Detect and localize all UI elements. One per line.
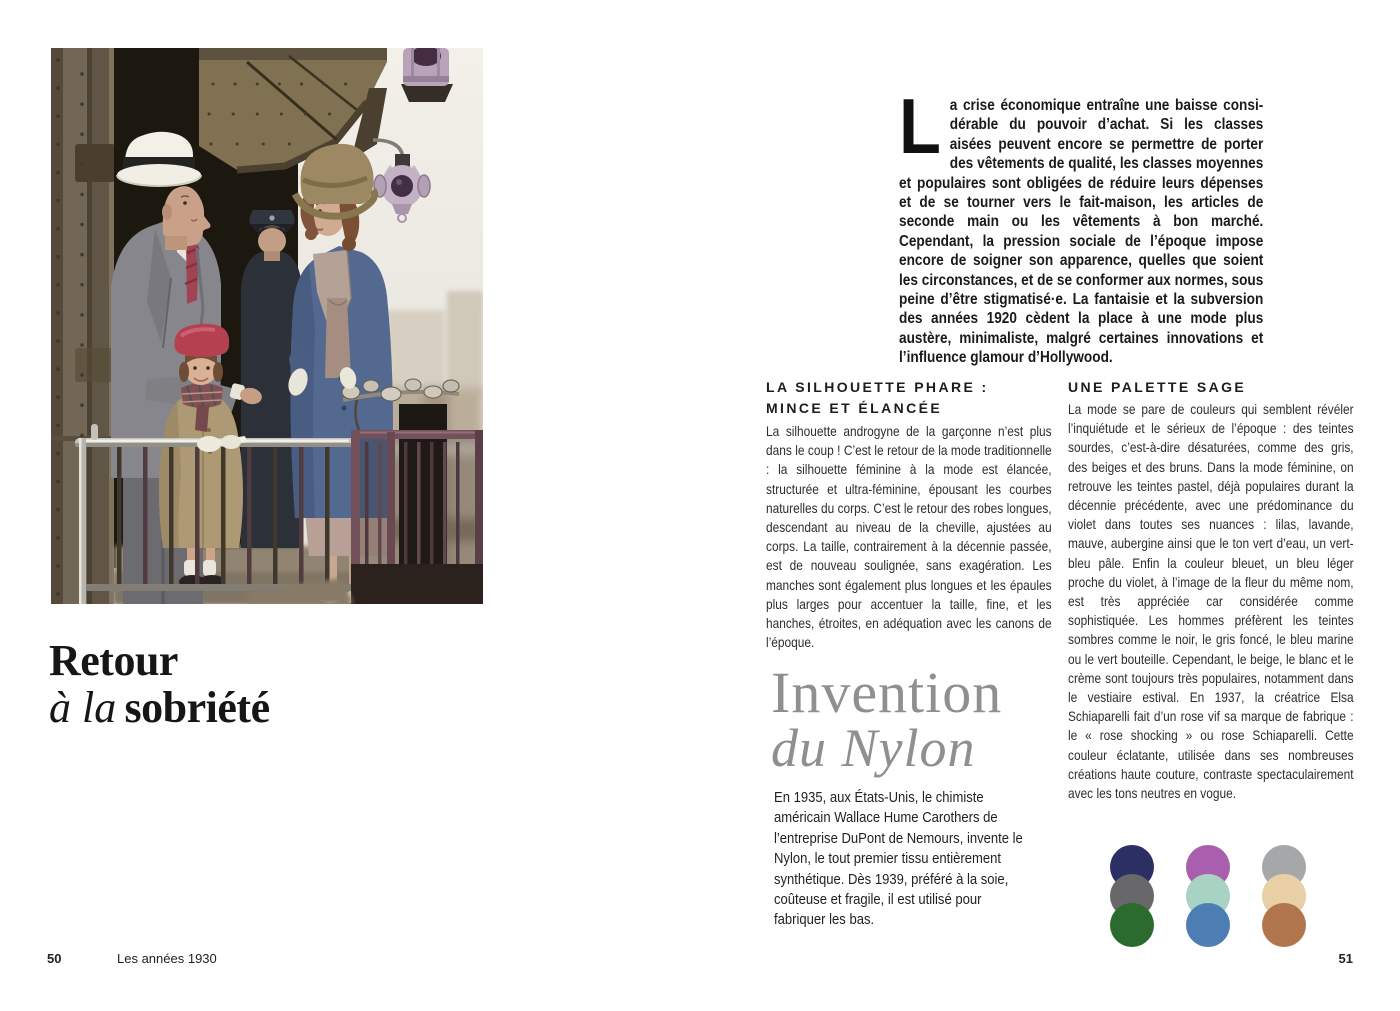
palette-heading: UNE PALETTE SAGE: [1068, 379, 1247, 395]
train-photo-illustration: [51, 48, 483, 604]
page-title: [49, 637, 270, 731]
nylon-title: [771, 660, 1003, 778]
color-swatch: [1262, 903, 1306, 947]
title-line1: Retour: [49, 636, 178, 686]
train-platform-photo: [51, 48, 483, 604]
drop-cap: L: [899, 82, 941, 170]
color-swatch: [1110, 903, 1154, 947]
swatch-column: [1262, 845, 1306, 947]
page-number-right: 51: [1338, 951, 1353, 966]
silhouette-heading: LA SILHOUETTE PHARE : MINCE ET ÉLANCÉE: [766, 379, 989, 416]
chapter-label: Les années 1930: [117, 951, 217, 966]
swatch-column: [1110, 845, 1154, 947]
title-line2-italic: à la: [49, 683, 117, 733]
color-palette-swatches: [1110, 845, 1306, 947]
intro-paragraph: [899, 82, 1264, 368]
nylon-body: En 1935, aux États-Unis, le chimiste américain Wallace Hume Carothers de l’entreprise DuPont de Nemours, invente le Nylon, le tout premier tissu entièrement synthétique. Dès 1939, préféré à la soie, coûteuse et fragile, il est utilisé pour fabriquer les bas.: [774, 790, 1023, 929]
nylon-title-line2: du Nylon: [771, 718, 976, 778]
color-swatch: [1186, 903, 1230, 947]
palette-body: La mode se pare de couleurs qui semblent révéler l’inquiétude et le sérieux de l’époque : des teintes sourdes, c’est-à-dire désaturées, comme des gris, des beiges et des bruns. Dans la mode féminine, on retrouve les teintes pastel, déjà populaires durant la décennie précédente, avec une prédominance du violet dans toutes ses nuances : lilas, lavande, mauve, aubergine ainsi que le ton vert d’eau, un vert-bleu pâle. Enfin la couleur bleuet, un bleu léger proche du violet, à l’image de la fleur du même nom, est très appréciée car considérée comme sophistiquée. Les hommes préfèrent les teintes sombres comme le noir, le gris foncé, le bleu marine ou le vert bouteille. Cependant, le beige, le blanc et le crème sont toujours très populaires, notamment dans le vestiaire estival. En 1937, la créatrice Elsa Schiaparelli fait d’un rose vif sa marque de fabrique : le « rose shocking » ou rose Schiaparelli. Cette couleur éclatante, utilisée dans ses nombreuses créations haute couture, contraste spectaculairement avec les tons neutres en vogue.: [1068, 401, 1354, 802]
title-line2-regular: sobriété: [116, 683, 270, 733]
nylon-title-line1: Invention: [771, 660, 1003, 725]
swatch-column: [1186, 845, 1230, 947]
silhouette-body: La silhouette androgyne de la garçonne n’est plus dans le coup ! C’est le retour de la mode traditionnelle : la silhouette féminine à la mode est élancée, structurée et ultra-féminine, épousant les courbes naturelles du corps. C’est le retour des robes longues, descendant au niveau de la cheville, ajustées au corps. La taille, contrairement à la décennie passée, est de nouveau soulignée, sans exagération. Les manches sont également plus longues et les épaules plus larges pour accentuer la taille, fine, et les hanches, étroites, en adéquation avec les canons de l’époque.: [766, 423, 1052, 651]
page-number-left: 50: [47, 951, 62, 966]
intro-text: a crise économique entraîne une baisse considérable du pouvoir d’achat. Si les classes aisées peuvent encore se permettre de porter des vêtements de qualité, les classes moyennes et populaires sont obligées de réduire leurs dépenses et de se tourner vers le fait-maison, les articles de seconde main ou les vêtements à bon marché. Cependant, la pression sociale de l’époque impose encore de soigner son apparence, quelles que soient les circonstances, et de se conformer aux normes, sous peine d’être stigmatisé·e. La fantaisie et la subversion des années 1920 cèdent la place à une mode plus austère, minimaliste, malgré certaines innovations et l’influence glamour d’Hollywood.: [899, 97, 1264, 367]
